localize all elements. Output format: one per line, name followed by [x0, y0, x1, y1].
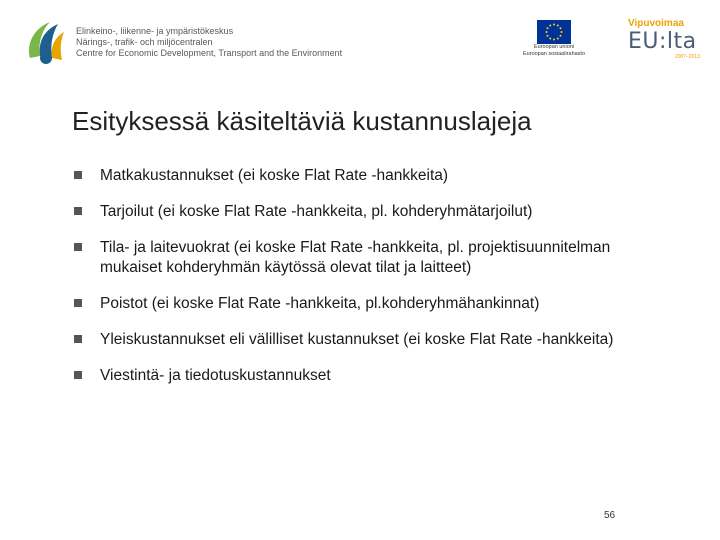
slide-number: 56	[604, 510, 616, 521]
list-item	[72, 238, 652, 278]
list-item-text: Matkakustannukset (ei koske Flat Rate -hankkeita)	[100, 167, 449, 184]
ely-centre-logo-icon	[24, 18, 68, 66]
eu-caption-fund: Euroopan sosiaalirahasto	[522, 51, 586, 57]
ely-name-swedish: Närings-, trafik- och miljöcentralen	[76, 37, 213, 47]
square-bullet-icon	[74, 171, 82, 179]
list-item	[72, 202, 652, 222]
slide-title: Esityksessä käsiteltäviä kustannuslajeja	[72, 106, 532, 136]
vipuvoimaa-title: Vipuvoimaa	[628, 18, 684, 29]
square-bullet-icon	[74, 243, 82, 251]
square-bullet-icon	[74, 335, 82, 343]
eu-logo	[516, 20, 592, 58]
square-bullet-icon	[74, 299, 82, 307]
list-item	[72, 294, 652, 314]
list-item-text: Tila- ja laitevuokrat (ei koske Flat Rate -hankkeita, pl. projektisuunnitelman mukaiset kohderyhmän käytössä olevat tilat ja laitteet)	[100, 239, 611, 276]
ely-centre-name	[76, 26, 342, 59]
list-item-text: Poistot (ei koske Flat Rate -hankkeita, pl.kohderyhmähankinnat)	[100, 295, 540, 312]
list-item	[72, 330, 652, 350]
square-bullet-icon	[74, 207, 82, 215]
ely-name-finnish: Elinkeino-, liikenne- ja ympäristökeskus	[76, 26, 234, 36]
vipuvoimaa-logo	[628, 18, 708, 60]
list-item	[72, 366, 652, 386]
eu-flag-icon	[537, 20, 571, 44]
vipuvoimaa-eu-text: EU:lta	[628, 29, 697, 54]
eu-caption-union: Euroopan unioni	[533, 44, 575, 50]
cost-type-list	[72, 166, 652, 402]
list-item-text: Viestintä- ja tiedotuskustannukset	[100, 367, 331, 384]
vipuvoimaa-years: 2007–2013	[674, 54, 700, 60]
list-item-text: Yleiskustannukset eli välilliset kustannukset (ei koske Flat Rate -hankkeita)	[100, 331, 614, 348]
list-item	[72, 166, 652, 186]
ely-name-english: Centre for Economic Development, Transport and the Environment	[76, 48, 343, 58]
square-bullet-icon	[74, 371, 82, 379]
list-item-text: Tarjoilut (ei koske Flat Rate -hankkeita, pl. kohderyhmätarjoilut)	[100, 203, 533, 220]
